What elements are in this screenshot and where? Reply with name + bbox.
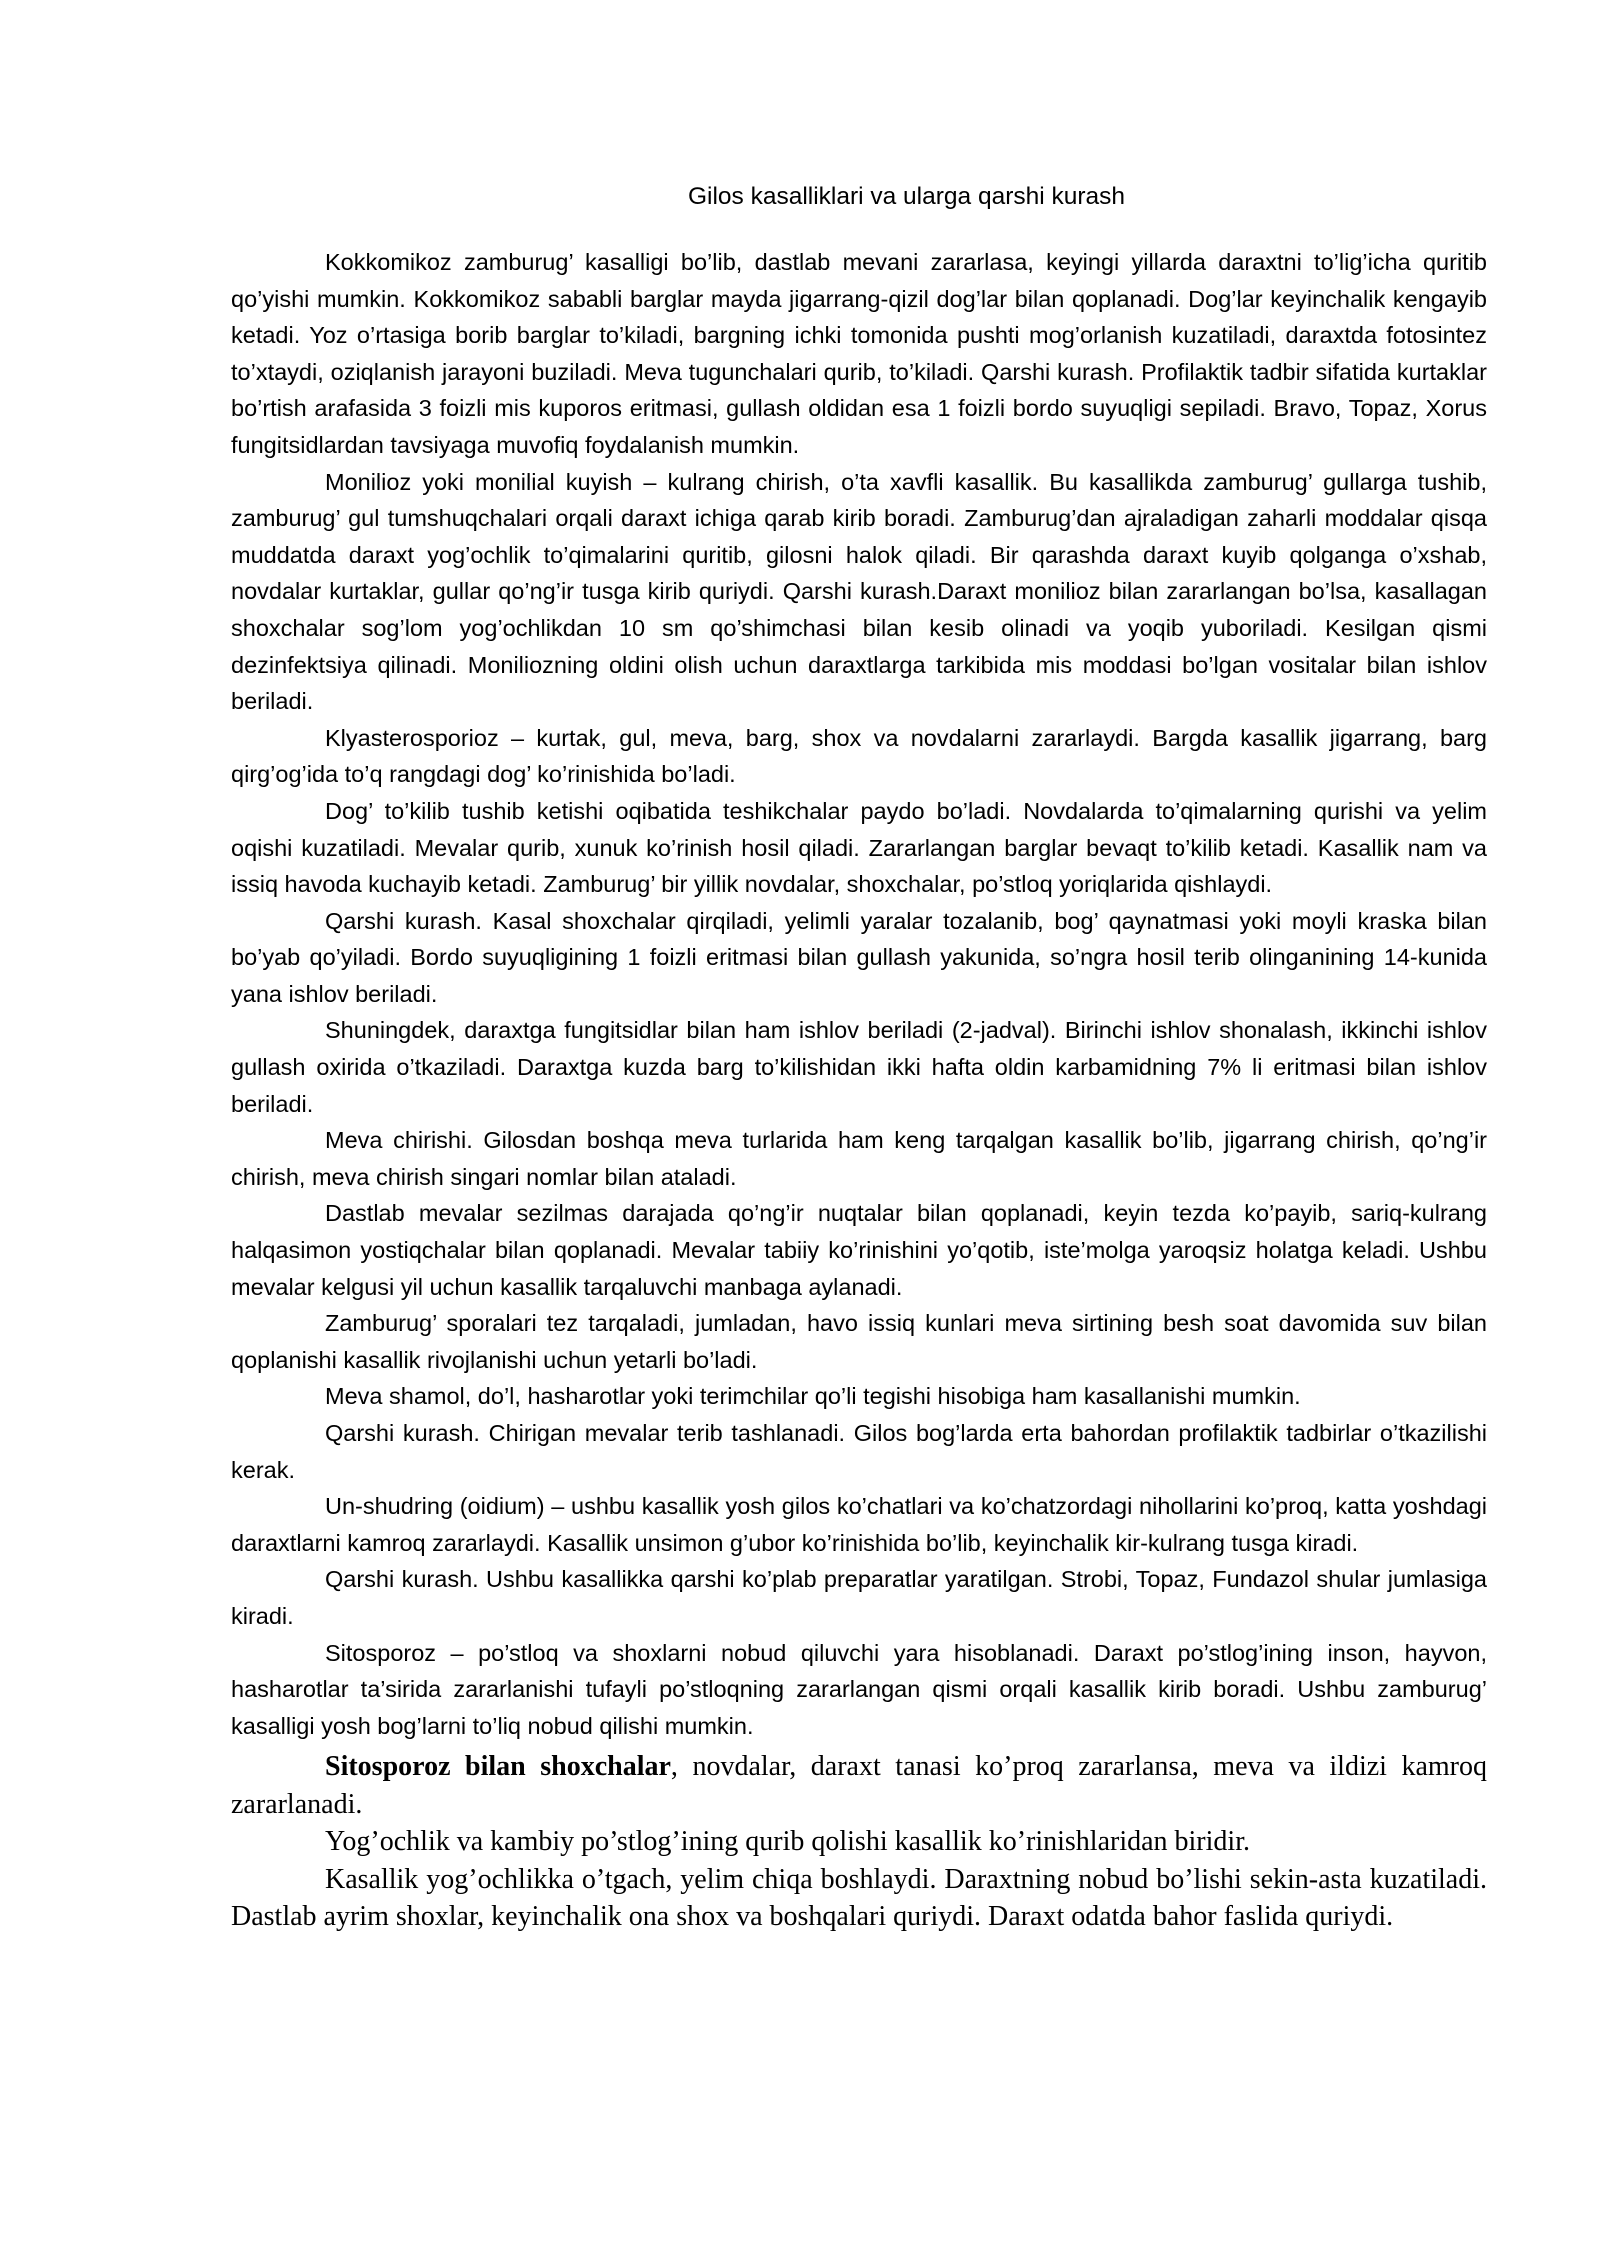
paragraph-meva-shamol: Meva shamol, do’l, hasharotlar yoki terimchilar qo’li tegishi hisobiga ham kasallanishi mumkin. [325, 1383, 1301, 1410]
paragraph-meva-chirishi: Meva chirishi. Gilosdan boshqa meva turlarida ham keng tarqalgan kasallik bo’lib, jigarrang chirish, qo’ng’ir chirish, meva chirish singari nomlar bilan ataladi. [231, 1127, 1487, 1190]
paragraph-un-shudring: Un-shudring (oidium) – ushbu kasallik yosh gilos ko’chatlari va ko’chatzordagi nihollarini ko’proq, katta yoshdagi daraxtlarni kamroq zararlaydi. Kasallik unsimon g’ubor ko’rinishida bo’lib, keyinchalik kir-kulrang tusga kiradi. [231, 1493, 1487, 1556]
paragraph-yogochlik: Yog’ochlik va kambiy po’stlog’ining qurib qolishi kasallik ko’rinishlaridan biridir. [325, 1826, 1250, 1858]
lead-rest-text: , novdalar, daraxt tanasi ko’proq zararlansa, meva va ildizi kamroq zararlanadi. [231, 1751, 1487, 1820]
document-title: Gilos kasalliklari va ularga qarshi kurash [687, 183, 1126, 210]
paragraph-kokkomikoz: Kokkomikoz zamburug’ kasalligi bo’lib, dastlab mevani zararlasa, keyingi yillarda daraxtni to’lig’icha quritib qo’yishi mumkin. Kokkomikoz sababli barglar mayda jigarrang-qizil dog’lar bilan qoplanadi. Dog’lar keyinchalik kengayib ketadi. Yoz o’rtasiga borib barglar to’kiladi, bargning ichki tomonida pushti mog’orlanish kuzatiladi, daraxtda fotosintez to’xtaydi, oziqlanish jarayoni buziladi. Meva tugunchalari qurib, to’kiladi. Qarshi kurash. Profilaktik tadbir sifatida kurtaklar bo’rtish arafasida 3 foizli mis kuporos eritmasi, gullash oldidan esa 1 foizli bordo suyuqligi sepiladi. Bravo, Topaz, Xorus fungitsidlardan tavsiyaga muvofiq foydalanish mumkin. [231, 249, 1487, 458]
bold-lead-text: Sitosporoz bilan shoxchalar [325, 1751, 671, 1783]
paragraph-qarshi-kurash-3: Qarshi kurash. Ushbu kasallikka qarshi ko’plab preparatlar yaratilgan. Strobi, Topaz, Fundazol shular jumlasiga kiradi. [231, 1566, 1487, 1629]
paragraph-dastlab-mevalar: Dastlab mevalar sezilmas darajada qo’ng’ir nuqtalar bilan qoplanadi, keyin tezda ko’payib, sariq-kulrang halqasimon yostiqchalar bilan qoplanadi. Mevalar tabiiy ko’rinishini yo’qotib, iste’molga yaroqsiz holatga keladi. Ushbu mevalar kelgusi yil uchun kasallik tarqaluvchi manbaga aylanadi. [231, 1200, 1487, 1300]
paragraph-sporalar: Zamburug’ sporalari tez tarqaladi, jumladan, havo issiq kunlari meva sirtining besh soat davomida suv bilan qoplanishi kasallik rivojlanishi uchun yetarli bo’ladi. [231, 1310, 1487, 1373]
paragraph-klyasterosporioz: Klyasterosporioz – kurtak, gul, meva, barg, shox va novdalarni zararlaydi. Bargda kasallik jigarrang, barg qirg’og’ida to’q rangdagi dog’ ko’rinishida bo’ladi. [231, 724, 1487, 788]
paragraph-fungitsidlar: Shuningdek, daraxtga fungitsidlar bilan ham ishlov beriladi (2-jadval). Birinchi ishlov shonalash, ikkinchi ishlov gullash oxirida o’tkaziladi. Daraxtga kuzda barg to’kilishidan ikki hafta oldin karbamidning 7% li eritmasi bilan ishlov beriladi. [231, 1017, 1487, 1117]
paragraph-sitosporoz-shoxchalar [231, 1748, 1487, 1823]
document-page [231, 180, 1487, 1935]
paragraph-qarshi-kurash-2: Qarshi kurash. Chirigan mevalar terib tashlanadi. Gilos bog’larda erta bahordan profilaktik tadbirlar o’tkazilishi kerak. [231, 1420, 1487, 1483]
paragraph-qarshi-kurash-1: Qarshi kurash. Kasal shoxchalar qirqiladi, yelimli yaralar tozalanib, bog’ qaynatmasi yoki moyli kraska bilan bo’yab qo’yiladi. Bordo suyuqligining 1 foizli eritmasi bilan gullash yakunida, so’ngra hosil terib olinganining 14-kunida yana ishlov beriladi. [231, 907, 1487, 1007]
paragraph-sitosporoz: Sitosporoz – po’stloq va shoxlarni nobud qiluvchi yara hisoblanadi. Daraxt po’stlog’ining inson, hayvon, hasharotlar ta’sirida zararlanishi tufayli po’stloqning zararlangan qismi orqali kasallik kirib boradi. Ushbu zamburug’ kasalligi yosh bog’larni to’liq nobud qilishi mumkin. [231, 1639, 1487, 1739]
paragraph-kasallik-yogochlikka: Kasallik yog’ochlikka o’tgach, yelim chiqa boshlaydi. Daraxtning nobud bo’lishi sekin-asta kuzatiladi. Dastlab ayrim shoxlar, keyinchalik ona shox va boshqalari quriydi. Daraxt odatda bahor faslida quriydi. [231, 1863, 1487, 1932]
paragraph-monilioz: Monilioz yoki monilial kuyish – kulrang chirish, o’ta xavfli kasallik. Bu kasallikda zamburug’ gullarga tushib, zamburug’ gul tumshuqchalari orqali daraxt ichiga qarab kirib boradi. Zamburug’dan ajraladigan zaharli moddalar qisqa muddatda daraxt yog’ochlik to’qimalarini quritib, gilosni halok qiladi. Bir qarashda daraxt kuyib qolganga o’xshab, novdalar kurtaklar, gullar qo’ng’ir tusga kirib quriydi. Qarshi kurash.Daraxt monilioz bilan zararlangan bo’lsa, kasallagan shoxchalar sog’lom yog’ochlikdan 10 sm qo’shimchasi bilan kesib olinadi va yoqib yuboriladi. Kesilgan qismi dezinfektsiya qilinadi. Moniliozning oldini olish uchun daraxtlarga tarkibida mis moddasi bo’lgan vositalar bilan ishlov beriladi. [231, 468, 1487, 715]
paragraph-dog: Dog’ to’kilib tushib ketishi oqibatida teshikchalar paydo bo’ladi. Novdalarda to’qimalarning qurishi va yelim oqishi kuzatiladi. Mevalar qurib, xunuk ko’rinish hosil qiladi. Zararlangan barglar bevaqt to’kilib ketadi. Kasallik nam va issiq havoda kuchayib ketadi. Zamburug’ bir yillik novdalar, shoxchalar, po’stloq yoriqlarida qishlaydi. [231, 797, 1487, 898]
